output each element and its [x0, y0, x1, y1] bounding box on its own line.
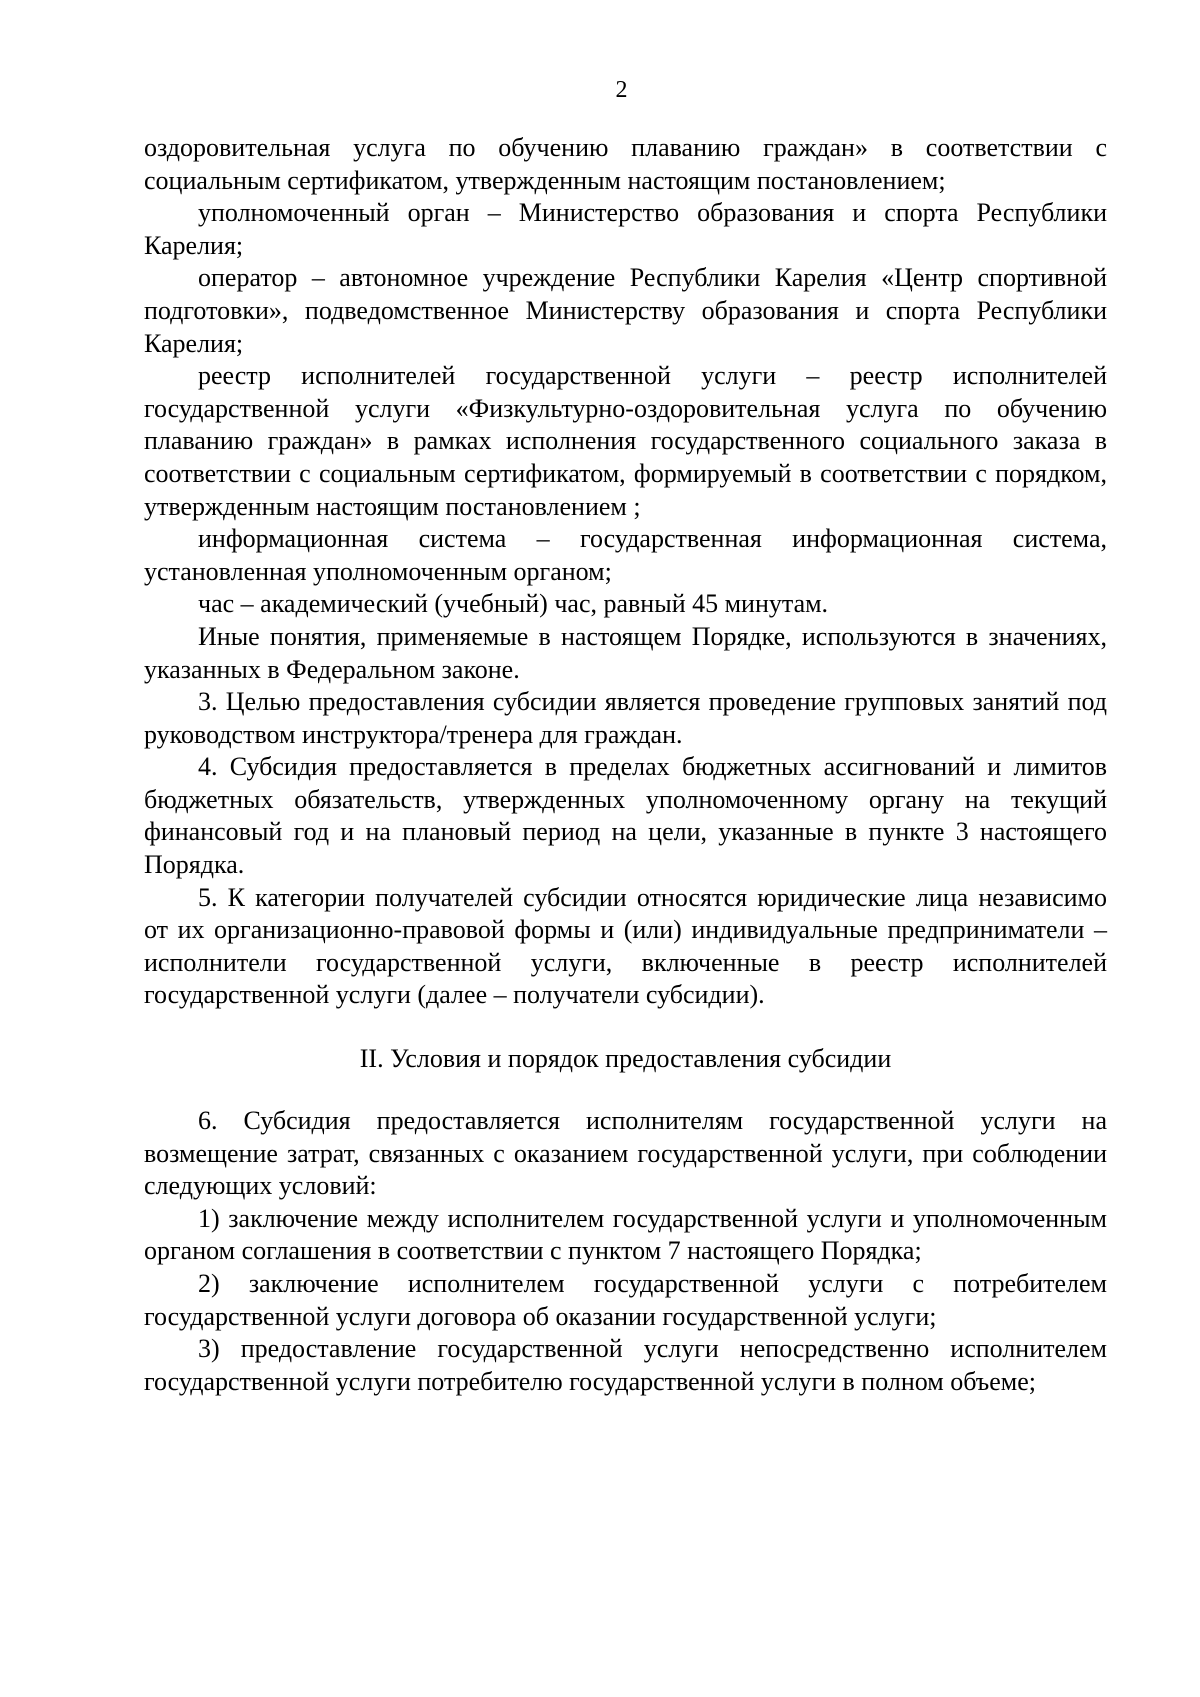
paragraph: информационная система – государственная информационная система, установленная уполномоченным органом; — [144, 524, 1107, 586]
paragraph: 6. Субсидия предоставляется исполнителям государственной услуги на возмещение затрат, связанных с оказанием государственной услуги, при соблюдении следующих условий: — [144, 1106, 1107, 1201]
section-heading: II. Условия и порядок предоставления субсидии — [359, 1044, 892, 1074]
paragraph: уполномоченный орган – Министерство образования и спорта Республики Карелия; — [144, 198, 1107, 260]
document-body — [144, 132, 1107, 1398]
paragraph: оздоровительная услуга по обучению плаванию граждан» в соответствии с социальным сертификатом, утвержденным настоящим постановлением; — [144, 133, 1107, 195]
paragraph: 3. Целью предоставления субсидии является проведение групповых занятий под руководством инструктора/тренера для граждан. — [144, 687, 1107, 749]
paragraph: оператор – автономное учреждение Республики Карелия «Центр спортивной подготовки», подведомственное Министерству образования и спорта Республики Карелия; — [144, 263, 1107, 358]
paragraph: 3) предоставление государственной услуги непосредственно исполнителем государственной услуги потребителю государственной услуги в полном объеме; — [144, 1334, 1107, 1396]
paragraph: Иные понятия, применяемые в настоящем Порядке, используются в значениях, указанных в Федеральном законе. — [144, 621, 1107, 684]
page-number: 2 — [615, 77, 628, 103]
paragraph: 2) заключение исполнителем государственной услуги с потребителем государственной услуги договора об оказании государственной услуги; — [144, 1269, 1107, 1331]
paragraph: 1) заключение между исполнителем государственной услуги и уполномоченным органом соглашения в соответствии с пунктом 7 настоящего Порядка; — [144, 1203, 1107, 1266]
paragraph: 4. Субсидия предоставляется в пределах бюджетных ассигнований и лимитов бюджетных обязательств, утвержденных уполномоченному органу на текущий финансовый год и на плановый период на цели, указанные в пункте 3 настоящего Порядка. — [144, 752, 1107, 880]
paragraph: 5. К категории получателей субсидии относятся юридические лица независимо от их организационно-правовой формы и (или) индивидуальные предприниматели – исполнители государственной услуги, включенные в реестр исполнителей государственной услуги (далее – получатели субсидии). — [144, 882, 1107, 1010]
paragraph: час – академический (учебный) час, равный 45 минутам. — [198, 589, 829, 619]
paragraph: реестр исполнителей государственной услуги – реестр исполнителей государственной услуги «Физкультурно-оздоровительная услуга по обучению плаванию граждан» в рамках исполнения государственного социального заказа в соответствии с социальным сертификатом, формируемый в соответствии с порядком, утвержденным настоящим постановлением ; — [144, 361, 1107, 521]
